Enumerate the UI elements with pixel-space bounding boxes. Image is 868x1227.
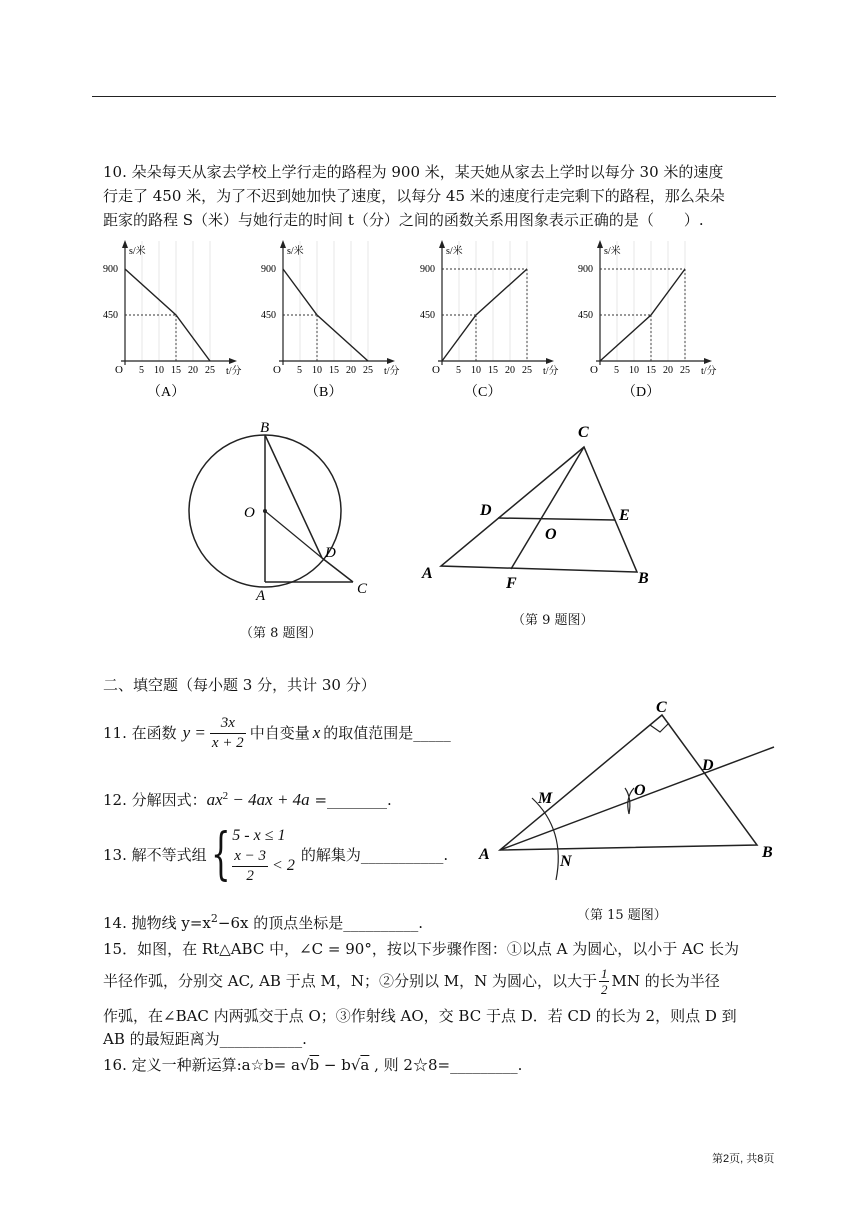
x-tick-label: 20: [505, 365, 515, 376]
x-tick-label: 10: [629, 365, 639, 376]
graph-option-label: （C）: [464, 385, 502, 400]
q10-line-1: 10. 朵朵每天从家去学校上学行走的路程为 900 米，某天她从家去上学时以每分 30 米的速度: [103, 163, 724, 181]
y-axis-label: s/米: [604, 246, 621, 257]
fig9-label-o: O: [545, 526, 557, 543]
q15-line-4: AB 的最短距离为___________.: [103, 1030, 307, 1048]
q16-sqrt-a: √a: [350, 1056, 370, 1074]
figure-8: [180, 410, 380, 610]
origin-label: O: [115, 364, 123, 376]
y-tick-label: 450: [261, 310, 276, 321]
q14: 14. 抛物线 $y=x^2-6x$ 的顶点坐标是__________.: [103, 912, 424, 932]
x-tick-label: 10: [471, 365, 481, 376]
x-tick-label: 25: [205, 365, 215, 376]
x-axis-label: t/分: [543, 366, 559, 377]
fig8-label-c: C: [357, 581, 368, 597]
graph-option-label: （B）: [305, 385, 343, 400]
y-axis-label: s/米: [129, 246, 146, 257]
fig15-label-a: A: [479, 846, 490, 863]
q13-system: 5 - x ≤ 1 $\frac{x - 3}{2}$ < 2: [232, 826, 295, 884]
x-tick-label: 25: [522, 365, 532, 376]
fig15-label-o: O: [634, 782, 646, 799]
fig9-label-b: B: [638, 570, 649, 587]
figure-9: [410, 420, 670, 600]
y-tick-label: 900: [578, 264, 593, 275]
fig15-label-c: C: [656, 699, 667, 716]
graph-option-3: [420, 240, 559, 400]
x-tick-label: 5: [139, 365, 144, 376]
x-tick-label: 5: [456, 365, 461, 376]
q12: 12. 分解因式：$ax^2 - 4ax + 4a$ =________.: [103, 790, 392, 809]
x-tick-label: 15: [488, 365, 498, 376]
fig15-label-n: N: [560, 853, 572, 870]
fig8-label-o: O: [244, 505, 255, 521]
x-tick-label: 15: [171, 365, 181, 376]
x-tick-label: 20: [188, 365, 198, 376]
page-number: 第2页, 共8页: [712, 1153, 775, 1165]
fig8-label-d: D: [325, 545, 336, 561]
x-tick-label: 10: [312, 365, 322, 376]
fig15-label-b: B: [762, 844, 773, 861]
figure-15: [470, 690, 790, 890]
graph-option-label: （D）: [622, 385, 661, 400]
x-axis-label: t/分: [384, 366, 400, 377]
x-tick-label: 5: [297, 365, 302, 376]
x-tick-label: 5: [614, 365, 619, 376]
q13-brace: {: [210, 822, 231, 887]
y-axis-label: s/米: [446, 246, 463, 257]
origin-label: O: [432, 364, 440, 376]
fig9-label-a: A: [422, 565, 433, 582]
x-tick-label: 20: [346, 365, 356, 376]
header-rule: [92, 96, 776, 97]
origin-label: O: [590, 364, 598, 376]
x-tick-label: 20: [663, 365, 673, 376]
fig9-label-d: D: [480, 502, 492, 519]
x-axis-label: t/分: [701, 366, 717, 377]
fig8-label-b: B: [260, 420, 270, 436]
graph-option-label: （A）: [147, 385, 186, 400]
fig8-caption: （第 8 题图）: [240, 626, 322, 641]
x-axis-label: t/分: [226, 366, 242, 377]
x-tick-label: 25: [363, 365, 373, 376]
graph-option-4: [578, 240, 717, 400]
q11: 11. 在函数 y = $\frac{3x}{x + 2}$ 中自变量 x 的取值范围是_____: [103, 714, 451, 751]
y-tick-label: 900: [103, 264, 118, 275]
fig15-label-d: D: [702, 757, 714, 774]
fig9-label-f: F: [506, 575, 517, 592]
y-tick-label: 450: [420, 310, 435, 321]
q13: 13. 解不等式组 { 5 - x ≤ 1 $\frac{x - 3}{2}$ < 2 的解集为___________.: [103, 822, 449, 887]
q10-graphs: [0, 236, 868, 401]
y-tick-label: 450: [103, 310, 118, 321]
q15-line-3: 作弧，在∠BAC 内两弧交于点 O；③作射线 AO，交 BC 于点 D．若 CD 的长为 2，则点 D 到: [103, 1007, 737, 1025]
fig9-label-e: E: [619, 507, 630, 524]
q10-line-2: 行走了 450 米，为了不迟到她加快了速度，以每分 45 米的速度行走完剩下的路程，那么朵朵: [103, 187, 725, 205]
x-tick-label: 10: [154, 365, 164, 376]
x-tick-label: 25: [680, 365, 690, 376]
q15-line-1: 15．如图，在 Rt△ABC 中，∠C = 90°，按以下步骤作图：①以点 A 为圆心，以小于 AC 长为: [103, 940, 740, 958]
fig8-label-a: A: [256, 588, 266, 604]
y-tick-label: 450: [578, 310, 593, 321]
x-tick-label: 15: [329, 365, 339, 376]
y-tick-label: 900: [420, 264, 435, 275]
q16-sqrt-b: √b: [299, 1056, 320, 1074]
x-tick-label: 15: [646, 365, 656, 376]
fig9-caption: （第 9 题图）: [512, 613, 594, 628]
graph-option-2: [261, 240, 400, 400]
q10-line-3: 距家的路程 S（米）与她行走的时间 t（分）之间的函数关系用图象表示正确的是（ ）.: [103, 211, 704, 229]
fig15-caption: （第 15 题图）: [577, 908, 667, 923]
q15-line-2: 半径作弧，分别交 AC, AB 于点 M，N；②分别以 M，N 为圆心，以大于 $\frac{1}{2}$ MN 的长为半径: [103, 965, 720, 997]
y-axis-label: s/米: [287, 246, 304, 257]
fig9-label-c: C: [578, 424, 589, 441]
q16: 16. 定义一种新运算:a☆b= a√b − b√a , 则 2☆8=_________.: [103, 1056, 523, 1074]
section-2-heading: 二、填空题（每小题 3 分，共计 30 分）: [103, 676, 376, 694]
graph-option-1: [103, 240, 242, 400]
fig15-label-m: M: [538, 790, 553, 807]
q11-fraction: $\frac{3x}{x + 2}$: [211, 714, 244, 751]
y-tick-label: 900: [261, 264, 276, 275]
origin-label: O: [273, 364, 281, 376]
